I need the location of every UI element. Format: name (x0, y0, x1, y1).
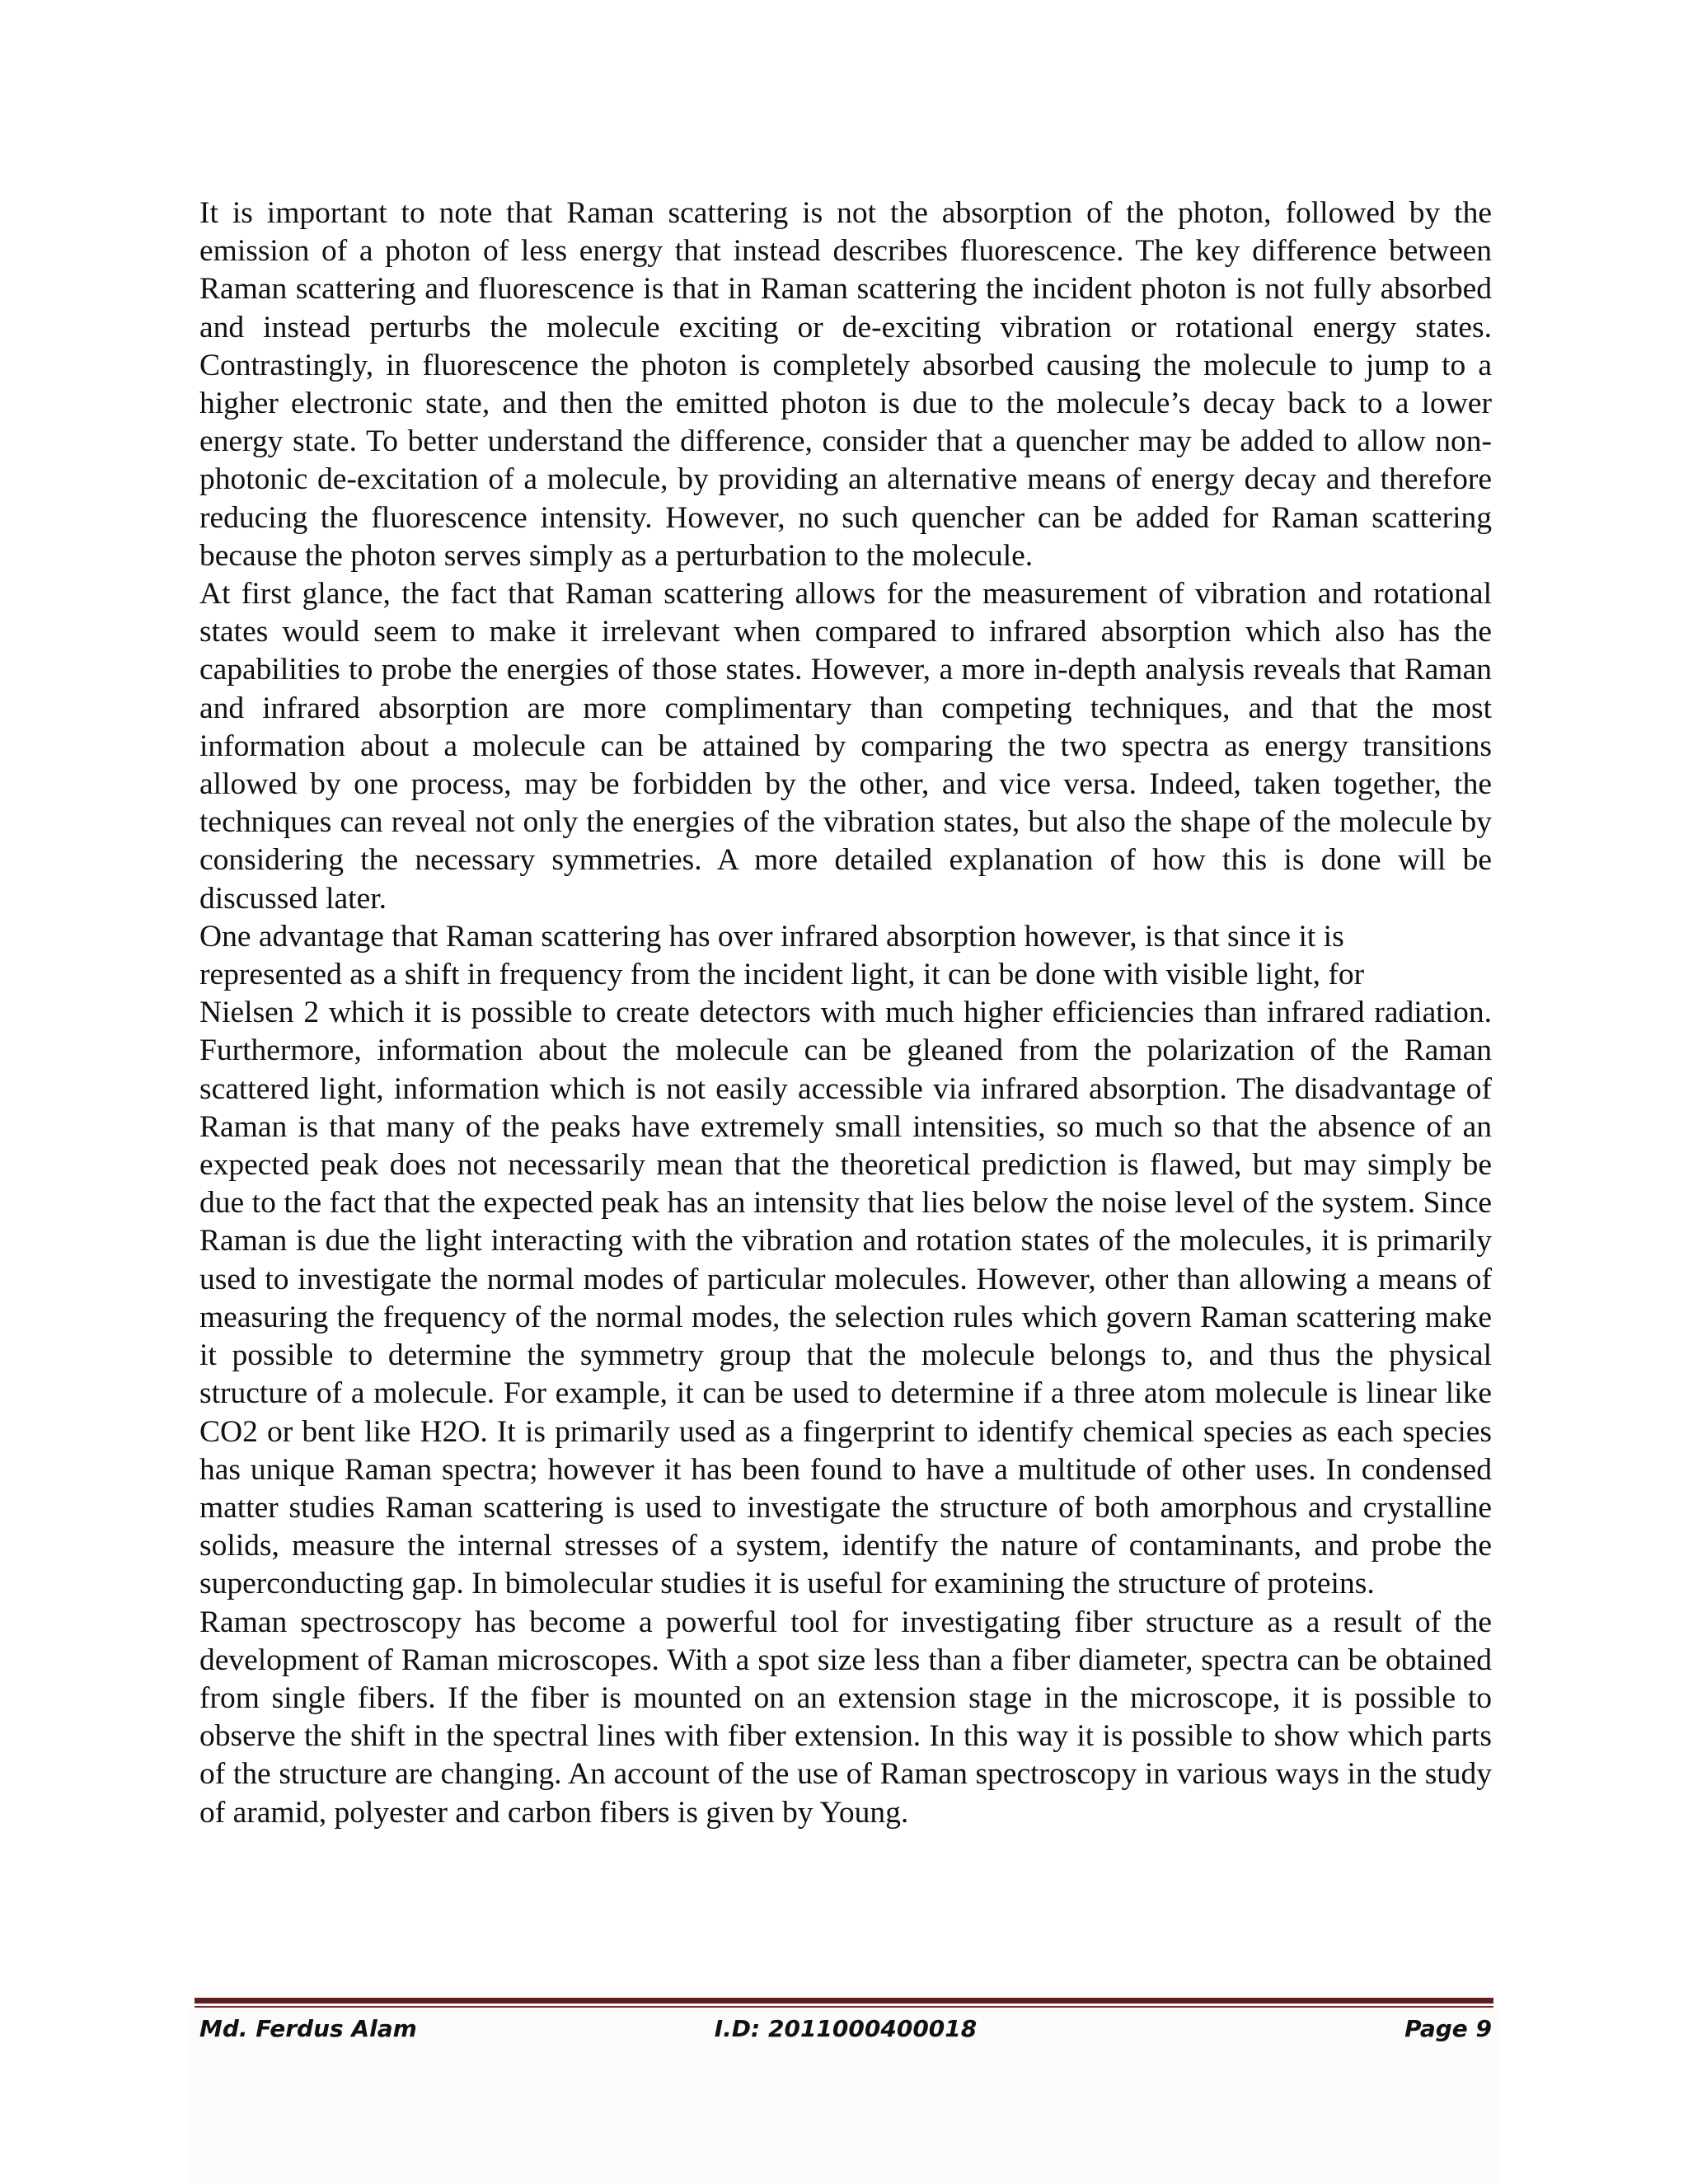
paragraph-raman-vs-fluorescence: It is important to note that Raman scattering is not the absorption of the photon, followed by the emission of a photon of less energy that instead describes fluorescence. The key difference between Raman scattering and fluorescence is that in Raman scattering the incident photon is not fully absorbed and instead perturbs the molecule exciting or de-exciting vibration or rotational energy states. Contrastingly, in fluorescence the photon is completely absorbed causing the molecule to jump to a higher electronic state, and then the emitted photon is due to the molecule’s decay back to a lower energy state. To better understand the difference, consider that a quencher may be added to allow non-photonic de-excitation of a molecule, by providing an alternative means of energy decay and therefore reducing the fluorescence intensity. However, no such quencher can be added for Raman scattering because the photon serves simply as a perturbation to the molecule. (199, 196, 1492, 573)
footer-author: Md. Ferdus Alam (199, 2015, 417, 2042)
body-text (199, 194, 1492, 1832)
footer-divider-thin (195, 2006, 1493, 2008)
paragraph-advantage-intro: One advantage that Raman scattering has over infrared absorption however, is that since it is represented as a shift in frequency from the incident light, it can be done with visible light, for (199, 919, 1365, 992)
paragraph-raman-vs-infrared: At first glance, the fact that Raman scattering allows for the measurement of vibration and rotational states would seem to make it irrelevant when compared to infrared absorption which also has the capabilities to probe the energies of those states. However, a more in-depth analysis reveals that Raman and infrared absorption are more complimentary than competing techniques, and that the most information about a molecule can be attained by comparing the two spectra as energy transitions allowed by one process, may be forbidden by the other, and vice versa. Indeed, taken together, the techniques can reveal not only the energies of the vibration states, but also the shape of the molecule by considering the necessary symmetries. A more detailed explanation of how this is done will be discussed later. (199, 577, 1492, 916)
page-footer (199, 2011, 1492, 2047)
footer-id: I.D: 2011000400018 (714, 2015, 978, 2042)
paragraph-fiber-structure: Raman spectroscopy has become a powerful tool for investigating fiber structure as a result of the development of Raman microscopes. With a spot size less than a fiber diameter, spectra can be obtained from single fibers. If the fiber is mounted on an extension stage in the microscope, it is possible to observe the shift in the spectral lines with fiber extension. In this way it is possible to show which parts of the structure are changing. An account of the use of Raman spectroscopy in various ways in the study of aramid, polyester and carbon fibers is given by Young. (199, 1605, 1492, 1830)
paragraph-advantage-detail: Nielsen 2 which it is possible to create detectors with much higher efficiencies than infrared radiation. Furthermore, information about the molecule can be gleaned from the polarization of the Raman scattered light, information which is not easily accessible via infrared absorption. The disadvantage of Raman is that many of the peaks have extremely small intensities, so much so that the absence of an expected peak does not necessarily mean that the theoretical prediction is flawed, but may simply be due to the fact that the expected peak has an intensity that lies below the noise level of the system. Since Raman is due the light interacting with the vibration and rotation states of the molecules, it is primarily used to investigate the normal modes of particular molecules. However, other than allowing a means of measuring the frequency of the normal modes, the selection rules which govern Raman scattering make it possible to determine the symmetry group that the molecule belongs to, and thus the physical structure of a molecule. For example, it can be used to determine if a three atom molecule is linear like CO2 or bent like H2O. It is primarily used as a fingerprint to identify chemical species as each species has unique Raman spectra; however it has been found to have a multitude of other uses. In condensed matter studies Raman scattering is used to investigate the structure of both amorphous and crystalline solids, measure the internal stresses of a system, identify the nature of contaminants, and probe the superconducting gap. In bimolecular studies it is useful for examining the structure of proteins. (199, 996, 1492, 1601)
footer-page-number: Page 9 (1404, 2015, 1492, 2042)
footer-divider (195, 1998, 1493, 2008)
footer-divider-thick (195, 1998, 1493, 2004)
